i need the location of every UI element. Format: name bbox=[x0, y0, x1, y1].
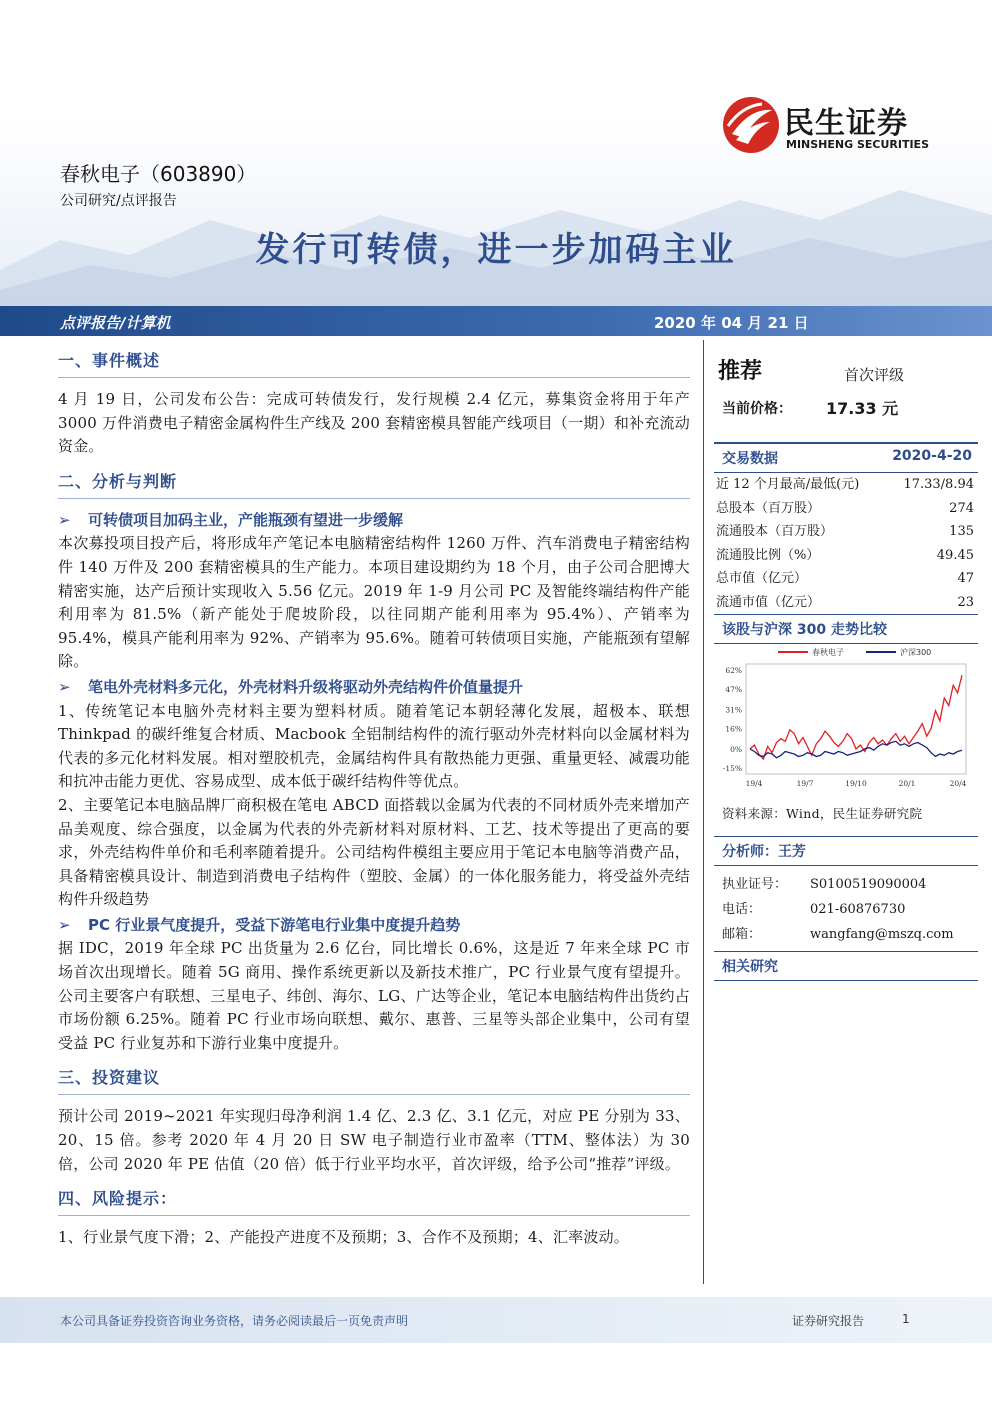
table-row: 总市值（亿元） 47 bbox=[716, 571, 974, 586]
arrow-bullet-icon: ➢ bbox=[58, 915, 71, 934]
analyst-row: 邮箱： wangfang@mszq.com bbox=[714, 922, 978, 947]
y-tick-label: 62% bbox=[725, 666, 742, 675]
y-tick-label: 16% bbox=[725, 724, 742, 734]
series-line bbox=[750, 675, 962, 759]
table-row: 总股本（百万股） 274 bbox=[716, 500, 974, 516]
rating-box bbox=[714, 352, 978, 442]
column-divider bbox=[703, 340, 704, 1284]
subsection-title: ➢ 可转债项目加码主业，产能瓶颈有望进一步缓解 bbox=[58, 509, 690, 533]
arrow-bullet-icon: ➢ bbox=[58, 510, 71, 529]
arrow-bullet-icon: ➢ bbox=[58, 677, 71, 696]
analyst-row: 电话： 021-60876730 bbox=[722, 902, 906, 917]
trading-data-heading: 交易数据 2020-4-20 bbox=[714, 444, 978, 473]
section-text: 据 IDC，2019 年全球 PC 出货量为 2.6 亿台，同比增长 0.6%，这是近 7 年来全球 PC 市场首次出现增长。随着 5G 商用、操作系统更新以及新技术推广，PC 行业景气度有望提升。公司主要客户有联想、三星电子、纬创、海尔、LG、广达等企业，笔记本电脑结构件出货约占市场份额 6.25%。随着 PC 行业市场向联想、戴尔、惠普、三星等头部企业集中，公司有望受益 PC 行业复苏和下游行业集中度提升。 bbox=[58, 939, 690, 1052]
price-label: 当前价格： bbox=[722, 401, 792, 417]
section-heading: 四、风险提示： bbox=[58, 1186, 690, 1216]
main-content bbox=[58, 348, 690, 1250]
rating-label: 推荐 bbox=[718, 359, 763, 384]
trading-table bbox=[714, 473, 978, 614]
analyst-email-link[interactable]: wangfang@mszq.com bbox=[810, 927, 954, 942]
x-tick-label: 19/10 bbox=[845, 779, 867, 788]
table-row: 流通股本（百万股） 135 bbox=[716, 524, 974, 539]
banner-category: 点评报告/计算机 bbox=[60, 314, 171, 332]
sidebar bbox=[714, 352, 978, 981]
page-footer bbox=[0, 1297, 992, 1343]
y-tick-label: 31% bbox=[725, 705, 742, 715]
table-row: 流通市值（亿元） 23 bbox=[716, 594, 974, 610]
report-type: 公司研究/点评报告 bbox=[60, 193, 177, 209]
y-tick-label: 0% bbox=[730, 744, 742, 754]
legend-label: 春秋电子 bbox=[812, 648, 844, 657]
report-title: 发行可转债，进一步加码主业 bbox=[255, 230, 737, 270]
section-heading: 三、投资建议 bbox=[58, 1065, 690, 1095]
y-tick-label: -15% bbox=[722, 764, 742, 773]
brand-name-en: MINSHENG SECURITIES bbox=[786, 138, 929, 151]
chart-heading: 该股与沪深 300 走势比较 bbox=[714, 614, 978, 644]
analyst-heading: 分析师：王芳 bbox=[714, 836, 978, 866]
footer-label: 证券研究报告 bbox=[792, 1314, 865, 1328]
section-text: 本次募投项目投产后，将形成年产笔记本电脑精密结构件 1260 万件、汽车消费电子精密结构件 140 万件及 200 套精密模具的生产能力。本项目建设期约为 18 个月，由子公司合肥博大精密实施，达产后预计实现收入 5.56 亿元。2019 年 1-9 月公司 PC 及智能终端结构件产能利用率为 81.5%（新产能处于爬坡阶段，以往同期产能利用率为 95.4%）、产销率为 95.4%，模具产能利用率为 92%、产销率为 95.6%。随着可转债项目实施，产能瓶颈有望解除。 bbox=[58, 534, 690, 671]
trading-date: 2020-4-20 bbox=[892, 448, 972, 464]
table-row: 流通股比例（%） 49.45 bbox=[716, 547, 974, 563]
section-text: 4 月 19 日，公司发布公告：完成可转债发行，发行规模 2.4 亿元，募集资金将用于年产 3000 万件消费电子精密金属构件生产线及 200 套精密模具智能产线项目（一期）和补充流动资金。 bbox=[58, 390, 690, 456]
section-text: 预计公司 2019~2021 年实现归母净利润 1.4 亿、2.3 亿、3.1 亿元，对应 PE 分别为 33、20、15 倍。参考 2020 年 4 月 20 日 SW 电子制造行业市盈率（TTM、整体法）为 30 倍，公司 2020 年 PE 估值（20 倍）低于行业平均水平，首次评级，给予公司“推荐”评级。 bbox=[58, 1107, 690, 1173]
analyst-row: 执业证号： S0100519090004 bbox=[722, 877, 927, 892]
x-tick-label: 19/7 bbox=[796, 779, 814, 788]
rating-note: 首次评级 bbox=[844, 366, 905, 384]
section-heading: 一、事件概述 bbox=[58, 348, 690, 378]
y-tick-label: 47% bbox=[725, 685, 742, 695]
subsection-title: ➢ PC 行业景气度提升，受益下游笔电行业集中度提升趋势 bbox=[58, 914, 690, 938]
page-number: 1 bbox=[902, 1312, 910, 1326]
brand-name-cn: 民生证券 bbox=[784, 106, 908, 141]
x-tick-label: 20/4 bbox=[949, 779, 967, 788]
report-banner bbox=[0, 306, 992, 336]
price-chart bbox=[714, 644, 978, 800]
x-tick-label: 19/4 bbox=[745, 779, 763, 788]
company-name: 春秋电子（603890） bbox=[60, 162, 257, 186]
brand-logo bbox=[720, 96, 960, 160]
section-heading: 二、分析与判断 bbox=[58, 469, 690, 499]
section-text: 1、传统笔记本电脑外壳材料主要为塑料材质。随着笔记本朝轻薄化发展，超极本、联想 Thinkpad 的碳纤维复合材质、Macbook 全铝制结构件的流行驱动外壳材料向以金属材料为代表的多元化材料发展。相对塑胶机壳，金属结构件具有散热能力更强、重量更轻、减震功能和抗冲击能力更优、容易成型、成本低于碳纤结构件等优点。 bbox=[58, 701, 690, 791]
table-row: 近 12 个月最高/最低(元) 17.33/8.94 bbox=[716, 477, 974, 492]
subsection-title: ➢ 笔电外壳材料多元化，外壳材料升级将驱动外壳结构件价值量提升 bbox=[58, 676, 690, 700]
chart-source: 资料来源：Wind，民生证券研究院 bbox=[722, 806, 923, 821]
minsheng-logo-icon bbox=[722, 96, 780, 154]
footer-disclaimer: 本公司具备证券投资咨询业务资格，请务必阅读最后一页免责声明 bbox=[60, 1314, 409, 1328]
x-tick-label: 20/1 bbox=[898, 779, 916, 788]
section-text: 1、行业景气度下滑；2、产能投产进度不及预期；3、合作不及预期；4、汇率波动。 bbox=[58, 1228, 629, 1247]
price-value: 17.33 元 bbox=[826, 399, 899, 418]
price-chart-svg bbox=[714, 644, 978, 800]
banner-date: 2020 年 04 月 21 日 bbox=[654, 314, 809, 332]
legend-label: 沪深300 bbox=[900, 648, 932, 657]
related-research-heading: 相关研究 bbox=[714, 951, 978, 981]
section-text: 2、主要笔记本电脑品牌厂商积极在笔电 ABCD 面搭载以金属为代表的不同材质外壳来增加产品美观度、综合强度，以金属为代表的外壳新材料对原材料、工艺、技术等提出了更高的要求，外壳结构件单价和毛利率随着提升。公司结构件模组主要应用于笔记本电脑等消费产品，具备精密模具设计、制造到消费电子结构件（塑胶、金属）的一体化服务能力，将受益外壳结构件升级趋势 bbox=[58, 795, 690, 909]
